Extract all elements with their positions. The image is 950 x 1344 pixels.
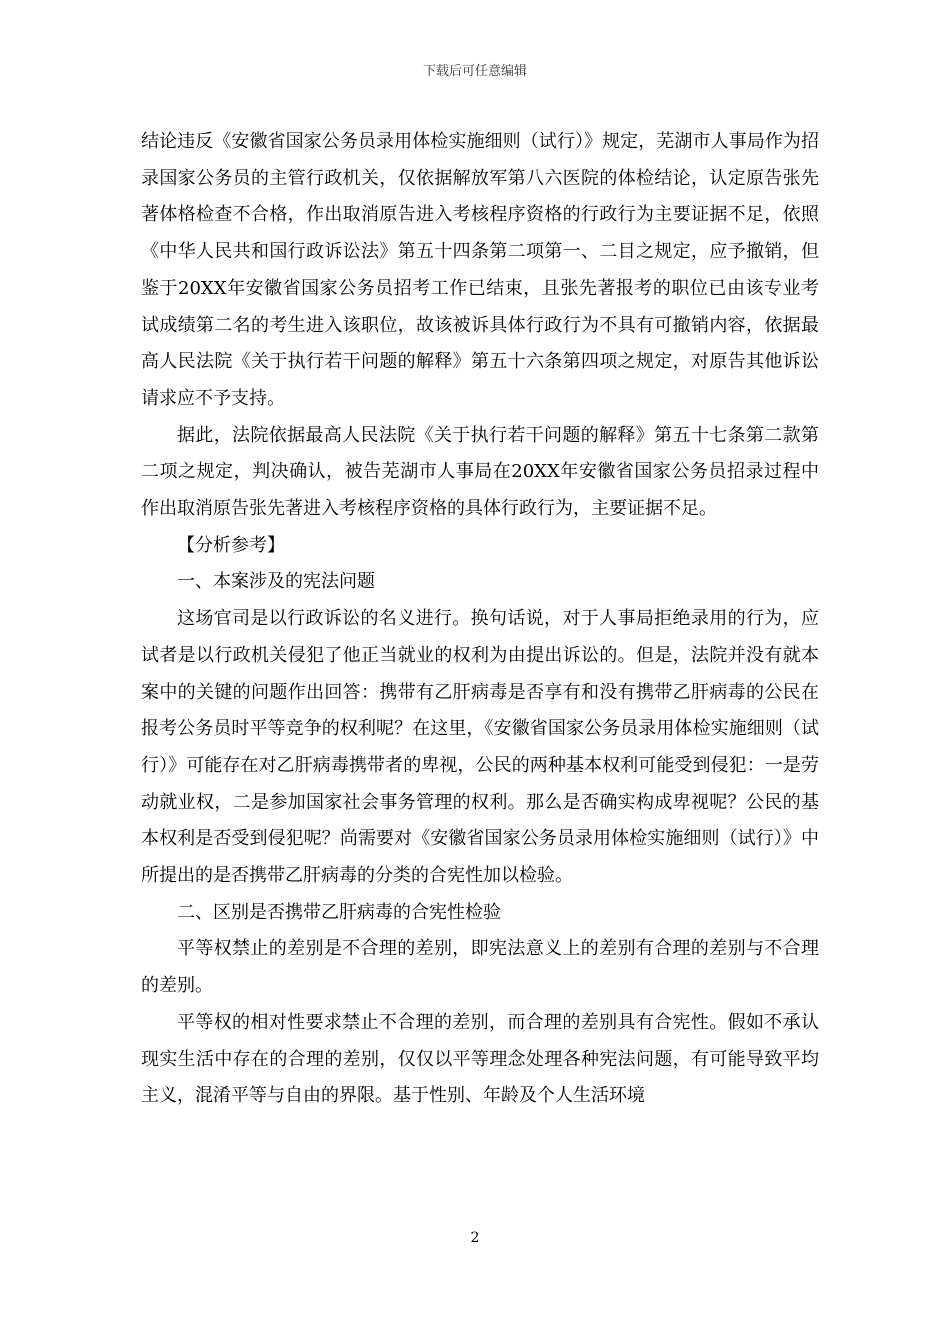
paragraph-equality-difference: 平等权禁止的差别是不合理的差别，即宪法意义上的差别有合理的差别与不合理的差别。: [141, 938, 819, 997]
section-heading-constitutionality-test: 二、区别是否携带乙肝病毒的合宪性检验: [177, 901, 501, 923]
paragraph-continuation: 结论违反《安徽省国家公务员录用体检实施细则（试行）》规定，芜湖市人事局作为招录国家公务员的主管行政机关，仅依据解放军第八六医院的体检结论，认定原告张先著体格检查不合格，作出取消原告进入考核程序资格的行政行为主要证据不足，依照《中华人民共和国行政诉讼法》第五十四条第二项第一、二目之规定，应予撤销，但鉴于20XX年安徽省国家公务员招考工作已结束，且张先著报考的职位已由该专业考试成绩第二名的考生进入该职位，故该被诉具体行政行为不具有可撤销内容，依据最高人民法院《关于执行若干问题的解释》第五十六条第四项之规定，对原告其他诉讼请求应不予支持。: [141, 131, 819, 409]
paragraph-constitutional-issue: 这场官司是以行政诉讼的名义进行。换句话说，对于人事局拒绝录用的行为，应试者是以行政机关侵犯了他正当就业的权利为由提出诉讼的。但是，法院并没有就本案中的关键的问题作出回答：携带有乙肝病毒是否享有和没有携带乙肝病毒的公民在报考公务员时平等竞争的权利呢？在这里，《安徽省国家公务员录用体检实施细则（试行）》可能存在对乙肝病毒携带者的卑视，公民的两种基本权利可能受到侵犯：一是劳动就业权，二是参加国家社会事务管理的权利。那么是否确实构成卑视呢？公民的基本权利是否受到侵犯呢？尚需要对《安徽省国家公务员录用体检实施细则（试行）》中所提出的是否携带乙肝病毒的分类的合宪性加以检验。: [141, 608, 819, 887]
paragraph-equality-relativity: 平等权的相对性要求禁止不合理的差别，而合理的差别具有合宪性。假如不承认现实生活中存在的合理的差别，仅仅以平等理念处理各种宪法问题，有可能导致平均主义，混淆平等与自由的界限。基于性别、年龄及个人生活环境: [141, 1011, 819, 1107]
page-number: 2: [470, 1230, 480, 1246]
header-note: 下载后可任意编辑: [422, 64, 527, 79]
section-heading-analysis: 【分析参考】: [177, 534, 285, 556]
document-body: [141, 124, 819, 1115]
paragraph-judgment: 据此，法院依据最高人民法院《关于执行若干问题的解释》第五十七条第二款第二项之规定，判决确认，被告芜湖市人事局在20XX年安徽省国家公务员招录过程中作出取消原告张先著进入考核程序资格的具体行政行为，主要证据不足。: [141, 424, 819, 520]
section-heading-constitutional-issue: 一、本案涉及的宪法问题: [177, 571, 375, 593]
